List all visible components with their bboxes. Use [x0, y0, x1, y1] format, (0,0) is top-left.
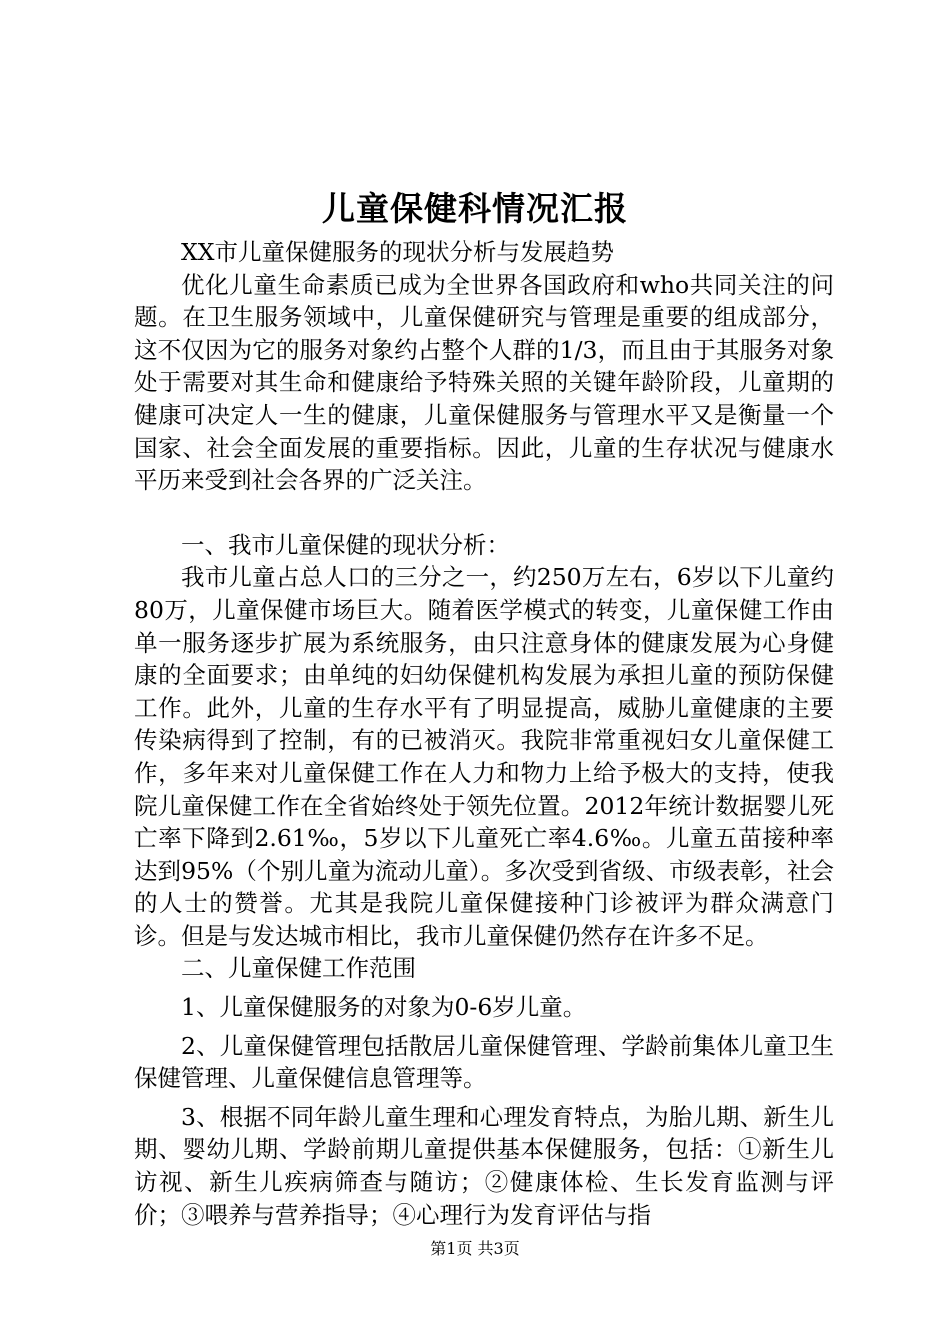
scope-item-3: 3、根据不同年龄儿童生理和心理发育特点，为胎儿期、新生儿期、婴幼儿期、学龄前期儿童提供基本保健服务，包括：①新生儿访视、新生儿疾病筛查与随访；②健康体检、生长发育监测与评价；③喂养与营养指导；④心理行为发育评估与指	[134, 1102, 834, 1229]
section1-heading: 一、我市儿童保健的现状分析：	[181, 530, 510, 559]
intro-paragraph: 优化儿童生命素质已成为全世界各国政府和who共同关注的问题。在卫生服务领域中，儿童保健研究与管理是重要的组成部分，这不仅因为它的服务对象约占整个人群的1/3，而且由于其服务对象处于需要对其生命和健康给予特殊关照的关键年龄阶段，儿童期的健康可决定人一生的健康，儿童保健服务与管理水平又是衡量一个国家、社会全面发展的重要指标。因此，儿童的生存状况与健康水平历来受到社会各界的广泛关注。	[134, 270, 834, 495]
document-title: 儿童保健科情况汇报	[322, 189, 628, 228]
section1-paragraph: 我市儿童占总人口的三分之一，约250万左右，6岁以下儿童约80万，儿童保健市场巨大。随着医学模式的转变，儿童保健工作由单一服务逐步扩展为系统服务，由只注意身体的健康发展为心身健康的全面要求；由单纯的妇幼保健机构发展为承担儿童的预防保健工作。此外，儿童的生存水平有了明显提高，威胁儿童健康的主要传染病得到了控制，有的已被消灭。我院非常重视妇女儿童保健工作，多年来对儿童保健工作在人力和物力上给予极大的支持，使我院儿童保健工作在全省始终处于领先位置。2012年统计数据婴儿死亡率下降到2.61‰，5岁以下儿童死亡率4.6‰。儿童五苗接种率达到95%（个别儿童为流动儿童）。多次受到省级、市级表彰，社会的人士的赞誉。尤其是我院儿童保健接种门诊被评为群众满意门诊。但是与发达城市相比，我市儿童保健仍然存在许多不足。	[134, 563, 834, 950]
page-footer: 第1页 共3页	[430, 1239, 520, 1258]
blank-line	[134, 497, 834, 529]
document-body	[134, 236, 834, 1231]
section2-heading: 二、儿童保健工作范围	[181, 954, 416, 983]
scope-item-1: 1、儿童保健服务的对象为0-6岁儿童。	[181, 993, 587, 1022]
scope-item-2: 2、儿童保健管理包括散居儿童保健管理、学龄前集体儿童卫生保健管理、儿童保健信息管理等。	[134, 1031, 834, 1093]
document-subtitle: XX市儿童保健服务的现状分析与发展趋势	[181, 238, 614, 266]
